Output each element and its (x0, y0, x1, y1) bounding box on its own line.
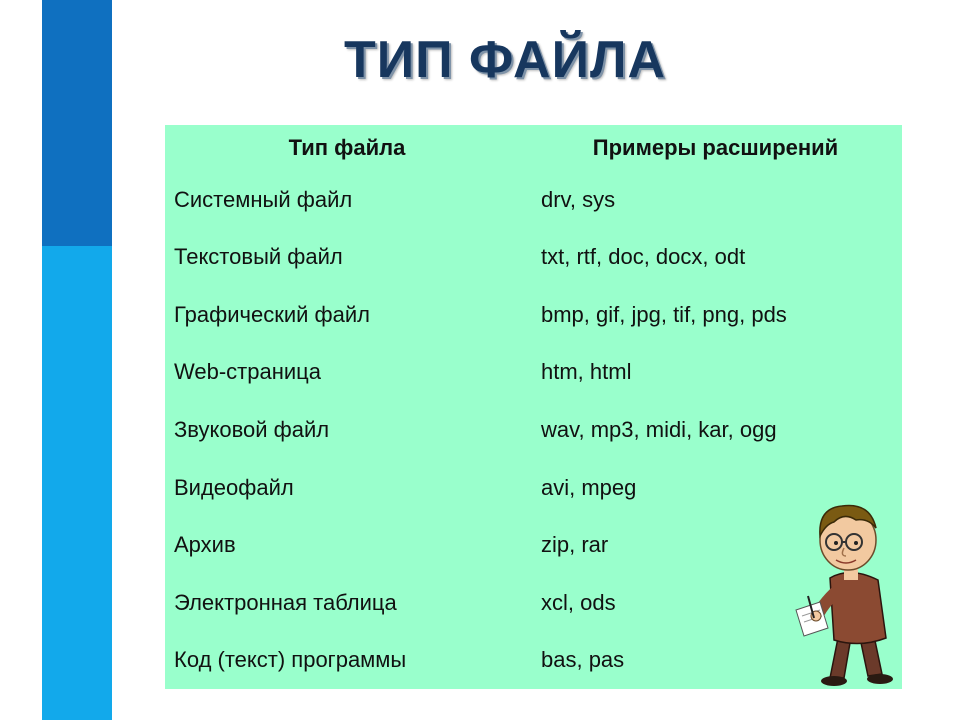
extensions-cell: bmp, gif, jpg, tif, png, pds (541, 301, 787, 327)
extensions-cell: avi, mpeg (541, 474, 637, 500)
extensions-cell: zip, rar (541, 532, 609, 558)
file-type-cell: Графический файл (174, 301, 371, 327)
extensions-cell: drv, sys (541, 186, 616, 212)
extensions-cell: wav, mp3, midi, kar, ogg (541, 416, 777, 442)
file-type-cell: Системный файл (174, 186, 353, 212)
table-row (165, 401, 902, 459)
table-row (165, 286, 902, 344)
extensions-cell: xcl, ods (541, 589, 616, 615)
file-type-cell: Web-страница (174, 359, 321, 385)
table-row (165, 171, 902, 229)
file-type-cell: Видеофайл (174, 474, 294, 500)
side-decoration-bar-light (42, 246, 112, 720)
extensions-cell: bas, pas (541, 647, 625, 673)
table-row (165, 229, 902, 287)
student-writing-cartoon-icon (790, 488, 910, 688)
file-type-cell: Текстовый файл (174, 244, 343, 270)
table-header-row (165, 125, 902, 171)
extensions-cell: htm, html (541, 359, 632, 385)
file-type-cell: Архив (174, 532, 236, 558)
file-type-cell: Код (текст) программы (174, 647, 407, 673)
column-header-type: Тип файла (288, 135, 406, 160)
extensions-cell: txt, rtf, doc, docx, odt (541, 244, 746, 270)
file-type-cell: Электронная таблица (174, 589, 397, 615)
file-type-cell: Звуковой файл (174, 416, 330, 442)
table-row (165, 344, 902, 402)
page-title: ТИП ФАЙЛА (343, 31, 666, 89)
column-header-extensions: Примеры расширений (592, 135, 839, 160)
